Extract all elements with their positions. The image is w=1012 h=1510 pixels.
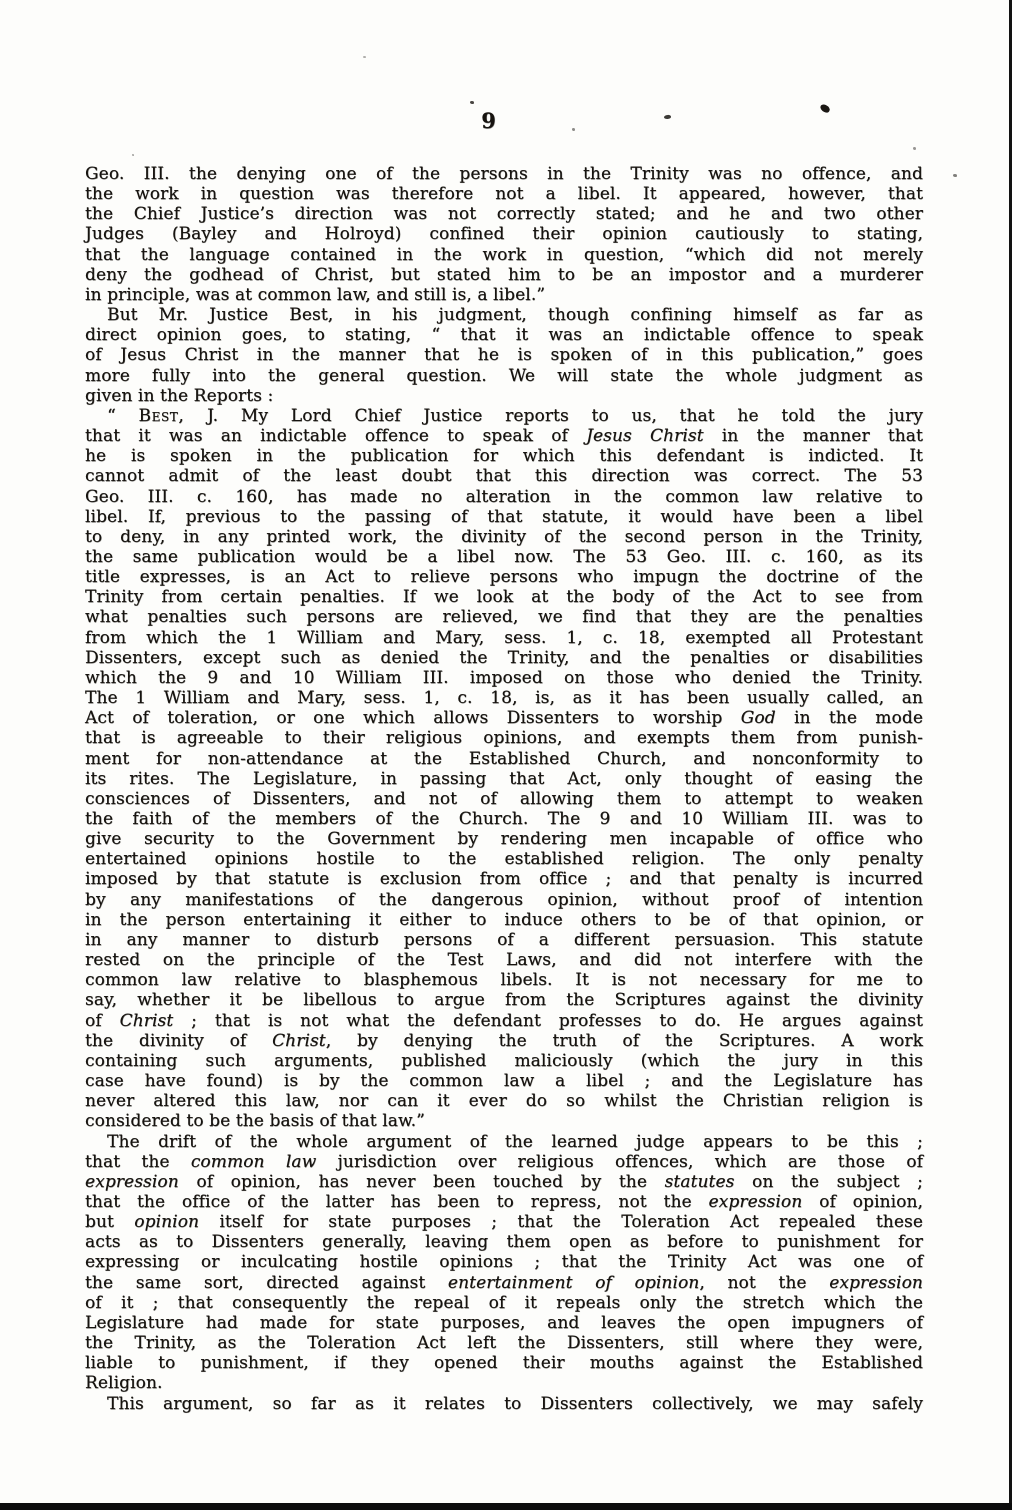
text-line: common law relative to blasphemous libels. It is not necessary for me to [85, 970, 923, 991]
text-line: ment for non-attendance at the Established Church, and nonconformity to [85, 748, 923, 769]
text-line: The drift of the whole argument of the learned judge appears to be this ; [107, 1131, 923, 1152]
text-line: from which the 1 William and Mary, sess. 1, c. 18, exempted all Protestant [85, 627, 923, 648]
text-line: the Chief Justice’s direction was not correctly stated; and he and two other [85, 204, 923, 225]
text-line: the faith of the members of the Church. The 9 and 10 William III. was to [85, 809, 923, 829]
ink-speck [363, 56, 366, 58]
text-line: of it ; that consequently the repeal of it repeals only the stretch which the [85, 1292, 923, 1313]
text-line: give security to the Government by rendering men incapable of office who [85, 829, 923, 850]
italic-text: common law [190, 1151, 317, 1172]
text-line: the work in question was therefore not a libel. It appeared, however, that [85, 184, 923, 205]
text-line: containing such arguments, published maliciously (which the jury in this [85, 1050, 923, 1071]
paragraph [85, 164, 923, 305]
smallcaps-text: Best, [138, 405, 185, 426]
text-line: deny the godhead of Christ, but stated him to be an impostor and a murderer [85, 264, 923, 285]
text-line: of Christ ; that is not what the defendant professes to do. He argues against [85, 1010, 923, 1031]
text-line: that the language contained in the work in question, “which did not merely [85, 244, 923, 265]
text-line: case have found) is by the common law a libel ; and the Legislature has [85, 1071, 923, 1092]
italic-text: expression [85, 1171, 179, 1192]
paragraph [85, 1394, 923, 1414]
text-line: consciences of Dissenters, and not of allowing them to attempt to weaken [85, 788, 923, 809]
ink-speck [953, 174, 957, 177]
text-line: imposed by that statute is exclusion from office ; and that penalty is incurred [85, 869, 923, 890]
text-line: given in the Reports : [85, 385, 274, 406]
text-line: acts as to Dissenters generally, leaving them open as before to punishment for [85, 1232, 923, 1253]
text-line: Trinity from certain penalties. If we look at the body of the Act to see from [85, 587, 923, 608]
text-line: libel. If, previous to the passing of that statute, it would have been a libel [85, 506, 923, 527]
text-line: But Mr. Justice Best, in his judgment, though confining himself as far as [107, 305, 923, 326]
text-line: of Jesus Christ in the manner that he is spoken of in this publication,” goes [85, 345, 923, 366]
text-line: entertained opinions hostile to the established religion. The only penalty [85, 849, 923, 870]
text-line: Religion. [85, 1373, 163, 1394]
italic-text: Christ [119, 1010, 174, 1031]
text-line: that is agreeable to their religious opinions, and exempts them from punish- [85, 728, 923, 749]
ink-speck [913, 147, 916, 150]
italic-text: opinion [134, 1212, 200, 1233]
text-line: its rites. The Legislature, in passing that Act, only thought of easing the [85, 768, 923, 789]
text-line: but opinion itself for state purposes ; that the Toleration Act repealed these [85, 1212, 923, 1233]
text-line: the same sort, directed against entertainment of opinion, not the expression [85, 1272, 923, 1293]
paragraph [85, 406, 923, 1132]
text-line: Dissenters, except such as denied the Trinity, and the penalties or disabilities [85, 647, 923, 668]
ink-speck [572, 128, 575, 131]
ink-speck [470, 101, 474, 104]
text-line: title expresses, is an Act to relieve persons who impugn the doctrine of the [85, 567, 923, 588]
paragraph [85, 1132, 923, 1394]
italic-text: Jesus Christ [586, 426, 704, 447]
text-line: in principle, was at common law, and still is, a libel.” [85, 284, 546, 305]
text-line: that it was an indictable offence to speak of Jesus Christ in the manner that [85, 426, 923, 447]
text-line: Legislature had made for state purposes, and leaves the open impugners of [85, 1312, 923, 1333]
italic-text: statutes [664, 1171, 735, 1192]
text-line: the same publication would be a libel now. The 53 Geo. III. c. 160, as its [85, 546, 923, 567]
text-line: cannot admit of the least doubt that this direction was correct. The 53 [85, 466, 923, 487]
text-line: rested on the principle of the Test Laws, and did not interfere with the [85, 950, 923, 971]
paragraph [85, 305, 923, 406]
text-line: to deny, in any printed work, the divinity of the second person in the Trinity, [85, 526, 923, 547]
italic-text: expression [829, 1272, 923, 1293]
italic-text: Christ [272, 1030, 326, 1051]
text-line: that the common law jurisdiction over religious offences, which are those of [85, 1151, 923, 1172]
text-line: considered to be the basis of that law.” [85, 1111, 425, 1132]
text-line: expression of opinion, has never been touched by the statutes on the subject ; [85, 1171, 923, 1192]
text-line: expressing or inculcating hostile opinions ; that the Trinity Act was one of [85, 1252, 923, 1273]
scan-edge-bottom [0, 1503, 1012, 1510]
text-line: which the 9 and 10 William III. imposed on those who denied the Trinity. [85, 667, 923, 688]
text-line: in any manner to disturb persons of a different persuasion. This statute [85, 929, 923, 950]
text-line: Act of toleration, or one which allows Dissenters to worship God in the mode [85, 708, 924, 729]
text-line: liable to punishment, if they opened their mouths against the Established [85, 1353, 923, 1374]
italic-text: God [740, 708, 776, 729]
text-line: in the person entertaining it either to induce others to be of that opinion, or [85, 909, 923, 930]
text-line: the Trinity, as the Toleration Act left the Dissenters, still where they were, [85, 1333, 923, 1354]
text-line: Geo. III. c. 160, has made no alteration in the common law relative to [85, 486, 923, 507]
text-line: that the office of the latter has been to repress, not the expression of opinion, [85, 1191, 923, 1212]
ink-speck [132, 154, 134, 156]
text-line: say, whether it be libellous to argue from the Scriptures against the divinity [85, 990, 923, 1011]
text-block [85, 164, 923, 1414]
text-line: Judges (Bayley and Holroyd) confined their opinion cautiously to stating, [85, 224, 923, 245]
text-line: direct opinion goes, to stating, “ that it was an indictable offence to speak [85, 325, 923, 346]
italic-text: entertainment of opinion [447, 1272, 700, 1293]
italic-text: expression [708, 1191, 803, 1212]
text-line: “ Best, J. My Lord Chief Justice reports to us, that he told the jury [107, 405, 923, 426]
text-line: he is spoken in the publication for which this defendant is indicted. It [85, 446, 923, 467]
page-number: 9 [481, 108, 497, 133]
text-line: never altered this law, nor can it ever do so whilst the Christian religion is [85, 1091, 923, 1112]
text-line: The 1 William and Mary, sess. 1, c. 18, is, as it has been usually called, an [85, 688, 923, 709]
text-line: more fully into the general question. We will state the whole judgment as [85, 365, 923, 386]
text-line: what penalties such persons are relieved, we find that they are the penalties [85, 607, 923, 628]
text-line: the divinity of Christ, by denying the truth of the Scriptures. A work [85, 1030, 923, 1051]
text-line: by any manifestations of the dangerous opinion, without proof of intention [85, 889, 923, 910]
text-line: This argument, so far as it relates to Dissenters collectively, we may safely [107, 1393, 923, 1414]
text-line: Geo. III. the denying one of the persons in the Trinity was no offence, and [85, 164, 923, 184]
